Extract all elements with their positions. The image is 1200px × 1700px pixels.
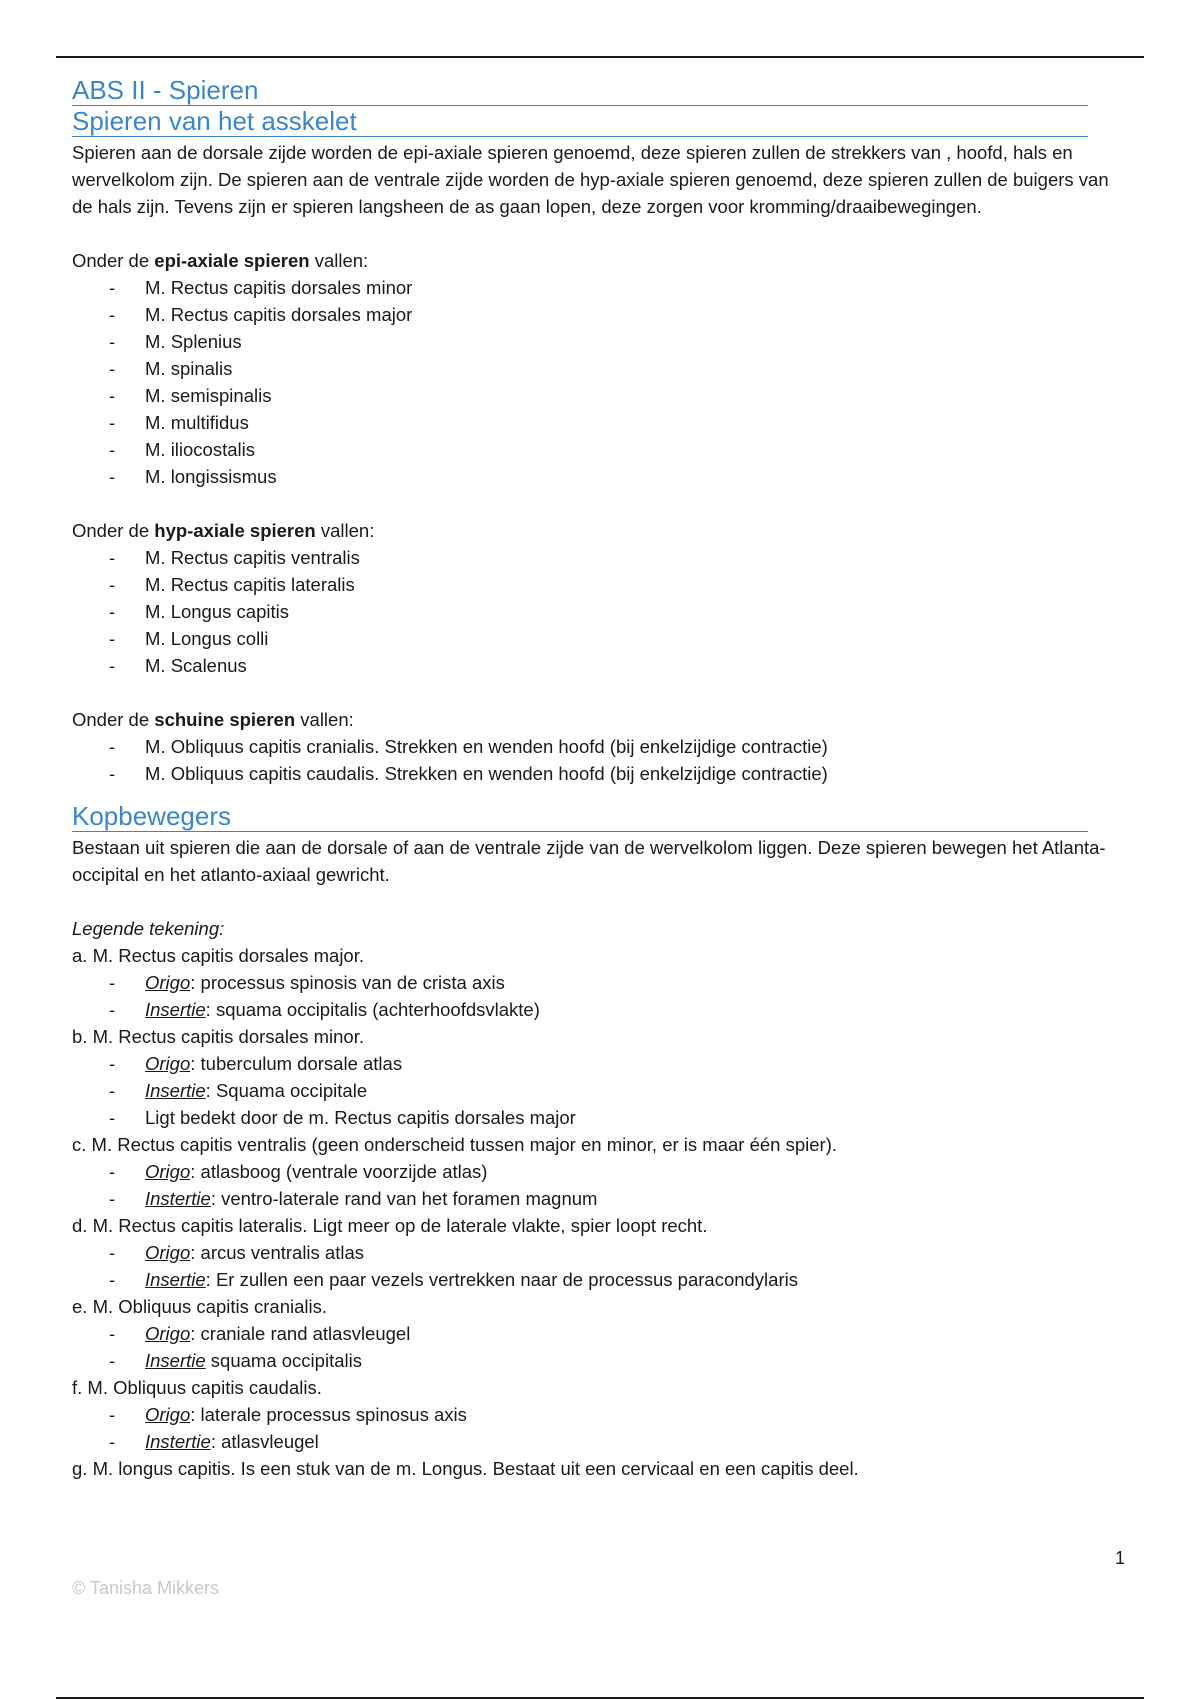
legend-entry-b: b. M. Rectus capitis dorsales minor. — [72, 1026, 364, 1047]
epi-intro: Onder de epi-axiale spieren vallen: — [72, 250, 369, 271]
section-heading-asskelet: Spieren van het asskelet — [72, 106, 1088, 137]
hyp-intro: Onder de hyp-axiale spieren vallen: — [72, 520, 375, 541]
legend-entry-g: g. M. longus capitis. Is een stuk van de m. Longus. Bestaat uit een cervicaal en een capitis deel. — [72, 1458, 859, 1479]
legend-entry-c: c. M. Rectus capitis ventralis (geen onderscheid tussen major en minor, er is maar één spier). — [72, 1134, 837, 1155]
insertie-line: - Instertie: atlasvleugel — [72, 1428, 1132, 1455]
page-number: 1 — [1115, 1548, 1126, 1568]
origo-line: - Origo: craniale rand atlasvleugel — [72, 1320, 1132, 1347]
list-item: - M. iliocostalis — [72, 436, 1132, 463]
hyp-term: hyp-axiale spieren — [154, 520, 316, 541]
insertie-line: - Instertie: ventro-laterale rand van het foramen magnum — [72, 1185, 1132, 1212]
top-rule — [56, 56, 1144, 58]
epi-term: epi-axiale spieren — [154, 250, 310, 271]
insertie-line: - Insertie squama occipitalis — [72, 1347, 1132, 1374]
list-item: - M. Rectus capitis ventralis — [72, 544, 1132, 571]
schuin-intro: Onder de schuine spieren vallen: — [72, 709, 354, 730]
list-item: - M. Rectus capitis dorsales major — [72, 301, 1132, 328]
list-item: - M. Longus colli — [72, 625, 1132, 652]
list-item: - M. longissismus — [72, 463, 1132, 490]
list-item: - M. Scalenus — [72, 652, 1132, 679]
legend-entry-e: e. M. Obliquus capitis cranialis. — [72, 1296, 327, 1317]
document-page — [72, 74, 1132, 1482]
legend-entry-d: d. M. Rectus capitis lateralis. Ligt meer op de laterale vlakte, spier loopt recht. — [72, 1215, 708, 1236]
hyp-list — [72, 544, 1132, 679]
schuin-list — [72, 733, 1132, 787]
copyright-watermark: © Tanisha Mikkers — [72, 1578, 219, 1598]
legend-entry-a: a. M. Rectus capitis dorsales major. — [72, 945, 364, 966]
insertie-line: - Insertie: Er zullen een paar vezels vertrekken naar de processus paracondylaris — [72, 1266, 1132, 1293]
schuin-term: schuine spieren — [154, 709, 296, 730]
origo-line: - Origo: tuberculum dorsale atlas — [72, 1050, 1132, 1077]
intro-paragraph: Spieren aan de dorsale zijde worden de epi-axiale spieren genoemd, deze spieren zullen de strekkers van , hoofd, hals en wervelkolom zijn. De spieren aan de ventrale zijde worden de hyp-axiale spieren genoemd, deze spieren zullen de buigers van de hals zijn. Tevens zijn er spieren langsheen de as gaan lopen, deze zorgen voor kromming/draaibewegingen. — [72, 142, 1109, 217]
list-item: - M. multifidus — [72, 409, 1132, 436]
list-item: - M. Longus capitis — [72, 598, 1132, 625]
list-item: - M. semispinalis — [72, 382, 1132, 409]
origo-line: - Origo: laterale processus spinosus axis — [72, 1401, 1132, 1428]
list-item: - M. spinalis — [72, 355, 1132, 382]
list-item: - M. Rectus capitis dorsales minor — [72, 274, 1132, 301]
insertie-line: - Insertie: squama occipitalis (achterhoofdsvlakte) — [72, 996, 1132, 1023]
kop-paragraph: Bestaan uit spieren die aan de dorsale of aan de ventrale zijde van de wervelkolom liggen. Deze spieren bewegen het Atlanta-occipital en het atlanto-axiaal gewricht. — [72, 837, 1106, 885]
epi-list — [72, 274, 1132, 490]
section-heading-kopbewegers: Kopbewegers — [72, 801, 1088, 832]
note-line: - Ligt bedekt door de m. Rectus capitis dorsales major — [72, 1104, 1132, 1131]
doc-title: ABS II - Spieren — [72, 74, 1088, 106]
insertie-line: - Insertie: Squama occipitale — [72, 1077, 1132, 1104]
list-item: - M. Obliquus capitis cranialis. Strekken en wenden hoofd (bij enkelzijdige contractie) — [72, 733, 1132, 760]
legend-label: Legende tekening: — [72, 918, 225, 939]
bottom-rule — [56, 1697, 1144, 1699]
origo-line: - Origo: arcus ventralis atlas — [72, 1239, 1132, 1266]
list-item: - M. Splenius — [72, 328, 1132, 355]
list-item: - M. Rectus capitis lateralis — [72, 571, 1132, 598]
legend-entry-f: f. M. Obliquus capitis caudalis. — [72, 1377, 322, 1398]
origo-line: - Origo: processus spinosis van de crista axis — [72, 969, 1132, 996]
list-item: - M. Obliquus capitis caudalis. Strekken en wenden hoofd (bij enkelzijdige contractie) — [72, 760, 1132, 787]
origo-line: - Origo: atlasboog (ventrale voorzijde atlas) — [72, 1158, 1132, 1185]
